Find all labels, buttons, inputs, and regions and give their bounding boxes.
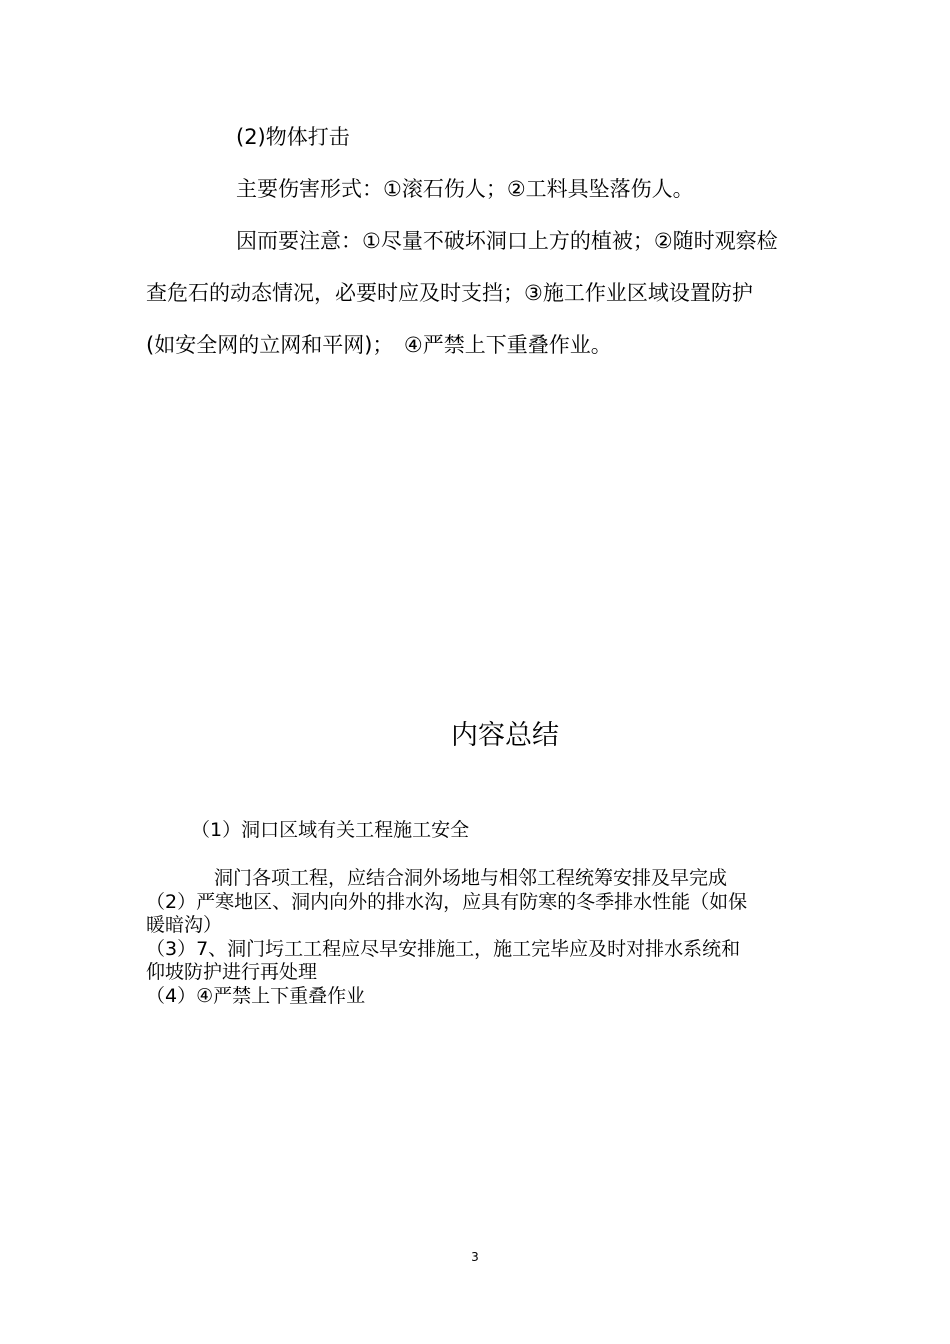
summary-title: 内容总结: [451, 720, 559, 751]
summary-line: 洞门各项工程，应结合洞外场地与相邻工程统筹安排及早完成: [214, 867, 728, 889]
body-paragraph-line: (如安全网的立网和平网)； ④严禁上下重叠作业。: [146, 333, 612, 357]
body-paragraph-line: 查危石的动态情况，必要时应及时支挡；③施工作业区域设置防护: [146, 281, 753, 305]
section-heading-object-strike: (2)物体打击: [236, 125, 350, 149]
summary-line: 暖暗沟）: [146, 914, 223, 936]
summary-line: 仰坡防护进行再处理: [146, 961, 318, 983]
summary-line: （4）④严禁上下重叠作业: [146, 985, 366, 1007]
body-paragraph-line: 因而要注意：①尽量不破坏洞口上方的植被；②随时观察检: [236, 229, 778, 253]
summary-line: （3）7、洞门圬工工程应尽早安排施工，施工完毕应及时对排水系统和: [146, 938, 741, 960]
page-number: 3: [471, 1250, 479, 1264]
summary-line: （1）洞口区域有关工程施工安全: [191, 819, 470, 841]
body-paragraph-line: 主要伤害形式：①滚石伤人；②工料具坠落伤人。: [236, 177, 694, 201]
summary-line: （2）严寒地区、洞内向外的排水沟，应具有防寒的冬季排水性能（如保: [146, 891, 748, 913]
